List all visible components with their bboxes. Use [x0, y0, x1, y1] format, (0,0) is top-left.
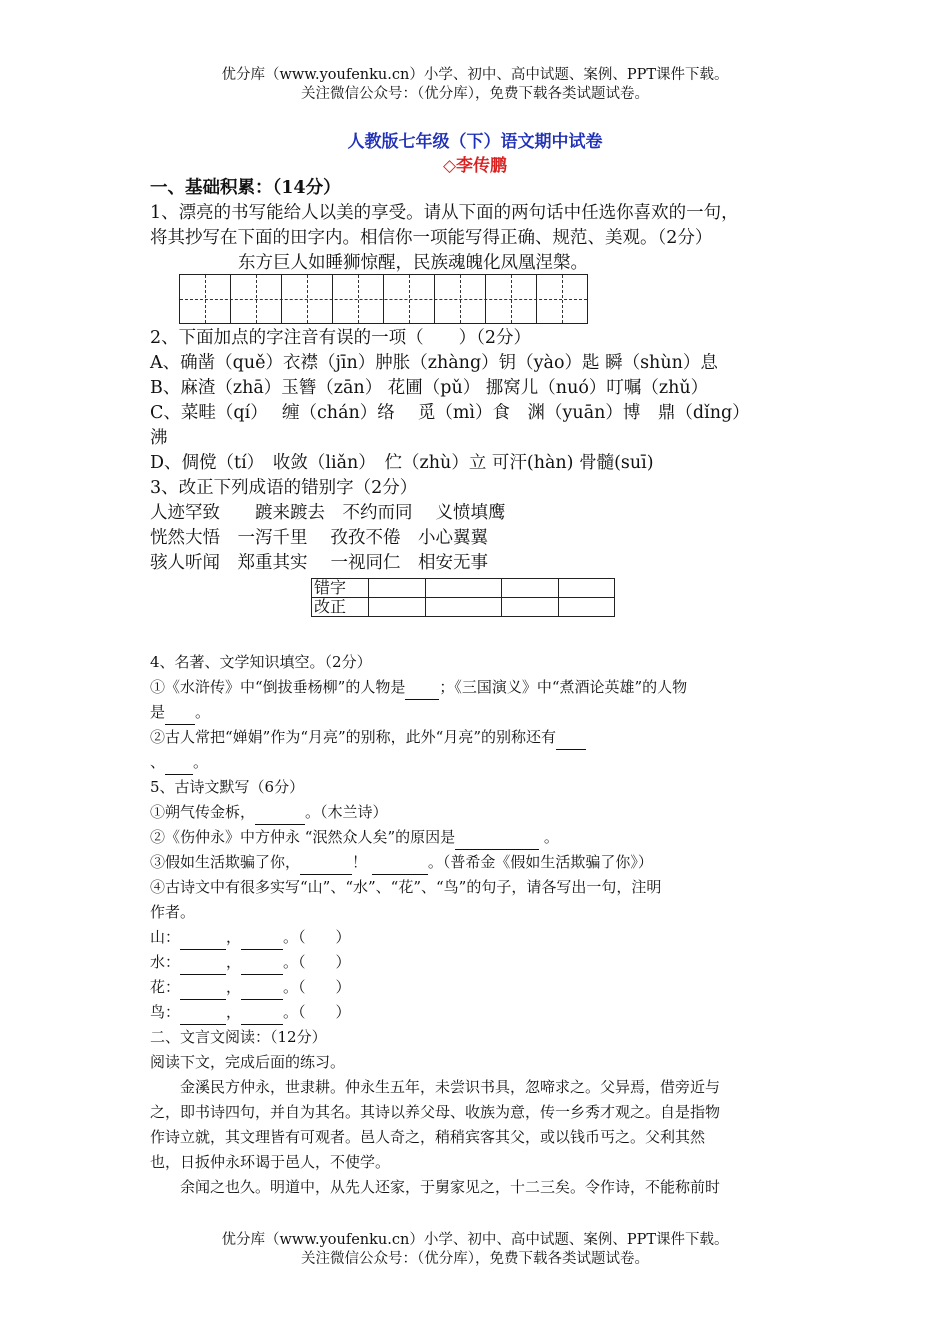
- q5-item-2: [150, 825, 559, 850]
- q4-item-2: [150, 725, 586, 750]
- answer-cell[interactable]: [426, 579, 502, 598]
- grid-cell: [537, 275, 588, 323]
- fill-label: 水：: [150, 953, 181, 971]
- fill-row-water: [150, 950, 351, 975]
- q4-1-text: ①《水浒传》中“倒拔垂杨柳”的人物是: [150, 678, 406, 696]
- table-label: 错字: [312, 579, 369, 598]
- answer-blank[interactable]: [300, 850, 352, 875]
- answer-blank[interactable]: [165, 750, 193, 775]
- fill-label: 鸟：: [150, 1003, 181, 1021]
- q4-stem: 4、名著、文学知识填空。（2分）: [150, 653, 372, 671]
- grid-cell: [231, 275, 282, 323]
- q5-3-text: ③假如生活欺骗了你，: [150, 853, 301, 871]
- comma: ，: [226, 928, 242, 946]
- footer-line-1: 优分库（www.youfenku.cn）小学、初中、高中试题、案例、PPT课件下载。: [221, 1232, 729, 1248]
- q4-item-1-cont: [150, 700, 210, 725]
- answer-blank[interactable]: [241, 925, 283, 950]
- q4-1-text-3: 是: [150, 703, 166, 721]
- q4-1-text-2: ；《三国演义》中“煮酒论英雄”的人物: [439, 678, 688, 696]
- q5-item-3: [150, 850, 653, 875]
- q4-2-text: ②古人常把“婵娟”作为“月亮”的别称，此外“月亮”的别称还有: [150, 728, 557, 746]
- period: 。（ ）: [283, 953, 351, 971]
- comma: ，: [226, 1003, 242, 1021]
- grid-cell: [384, 275, 435, 323]
- grid-cell: [282, 275, 333, 323]
- answer-blank[interactable]: [241, 1000, 283, 1025]
- q5-item-4: ④古诗文中有很多实写“山”、“水”、“花”、“鸟”的句子，请各写出一句，注明: [150, 878, 662, 896]
- fill-label: 花：: [150, 978, 181, 996]
- table-row: [312, 579, 615, 598]
- answer-cell[interactable]: [502, 579, 559, 598]
- q1-line-1: 1、漂亮的书写能给人以美的享受。请从下面的两句话中任选你喜欢的一句，: [150, 203, 739, 223]
- passage-line: 之，即书诗四句，并自为其名。其诗以养父母、收族为意，传一乡秀才观之。自是指物: [150, 1103, 721, 1121]
- q5-item-4-cont: 作者。: [150, 903, 196, 921]
- q5-1-text-2: 。（木兰诗）: [305, 803, 388, 821]
- answer-cell[interactable]: [559, 579, 615, 598]
- answer-blank[interactable]: [405, 675, 439, 700]
- q5-3-text-3: 。（普希金《假如生活欺骗了你》）: [427, 853, 653, 871]
- fill-row-mountain: [150, 925, 351, 950]
- page-title: 人教版七年级（下）语文期中试卷: [347, 132, 603, 152]
- table-label: 改正: [312, 598, 369, 617]
- period: 。（ ）: [283, 978, 351, 996]
- q2-option-d: D、倜傥（tí） 收敛（liǎn） 伫（zhù）立 可汗(hàn) 骨髓(suī): [150, 453, 654, 473]
- answer-blank[interactable]: [180, 1000, 226, 1025]
- fill-row-bird: [150, 1000, 351, 1025]
- section2-intro: 阅读下文，完成后面的练习。: [150, 1053, 346, 1071]
- q4-2-text-2: 、: [150, 753, 166, 771]
- q5-1-text: ①朔气传金柝，: [150, 803, 256, 821]
- answer-blank[interactable]: [165, 700, 195, 725]
- comma: ，: [226, 953, 242, 971]
- period: 。（ ）: [283, 928, 351, 946]
- table-row: [312, 598, 615, 617]
- fill-row-flower: [150, 975, 351, 1000]
- q2-option-b: B、麻渣（zhā）玉簪（zān） 花圃（pǔ） 挪窝儿（nuó）叮嘱（zhǔ）: [150, 378, 709, 398]
- q3-row-3: 骇人听闻 郑重其实 一视同仁 相安无事: [150, 553, 489, 573]
- correction-table: [311, 578, 615, 617]
- q2-option-a: A、确凿（quě）衣襟（jīn）肿胀（zhàng）钥（yào）匙 瞬（shùn）息: [150, 353, 718, 373]
- passage-line: 余闻之也久。明道中，从先人还家，于舅家见之，十二三矣。令作诗，不能称前时: [180, 1178, 721, 1196]
- q4-item-1: [150, 675, 687, 700]
- q5-3-text-2: ！: [352, 853, 368, 871]
- grid-cell: [180, 275, 231, 323]
- answer-blank[interactable]: [255, 800, 305, 825]
- q1-line-2: 将其抄写在下面的田字内。相信你一项能写得正确、规范、美观。（2分）: [150, 228, 713, 248]
- grid-cell: [333, 275, 384, 323]
- answer-cell[interactable]: [559, 598, 615, 617]
- answer-blank[interactable]: [241, 975, 283, 1000]
- answer-blank[interactable]: [180, 950, 226, 975]
- q3-stem: 3、改正下列成语的错别字（2分）: [150, 478, 418, 498]
- q5-2-text-2: 。: [543, 828, 559, 846]
- q5-stem: 5、古诗文默写（6分）: [150, 778, 305, 796]
- writing-grid[interactable]: [179, 274, 588, 324]
- q5-item-1: [150, 800, 388, 825]
- header-line-1: 优分库（www.youfenku.cn）小学、初中、高中试题、案例、PPT课件下载。: [221, 67, 729, 83]
- answer-cell[interactable]: [426, 598, 502, 617]
- q4-item-2-cont: [150, 750, 208, 775]
- q3-row-1: 人迹罕致 踱来踱去 不约而同 义愤填鹰: [150, 503, 506, 523]
- answer-cell[interactable]: [502, 598, 559, 617]
- header-line-2: 关注微信公众号：（优分库），免费下载各类试题试卷。: [301, 86, 649, 102]
- grid-cell: [435, 275, 486, 323]
- answer-blank[interactable]: [556, 725, 586, 750]
- fill-label: 山：: [150, 928, 181, 946]
- section2-heading: 二、文言文阅读：（12分）: [150, 1028, 327, 1046]
- author: ◇李传鹏: [442, 156, 508, 176]
- passage-line: 金溪民方仲永，世隶耕。仲永生五年，未尝识书具，忽啼求之。父异焉，借旁近与: [180, 1078, 721, 1096]
- q3-row-2: 恍然大悟 一泻千里 孜孜不倦 小心翼翼: [150, 528, 489, 548]
- answer-blank[interactable]: [455, 825, 539, 850]
- period: 。（ ）: [283, 1003, 351, 1021]
- q2-stem: 2、下面加点的字注音有误的一项（ ）（2分）: [150, 328, 532, 348]
- q5-2-text: ②《伤仲永》中方仲永 “泯然众人矣”的原因是: [150, 828, 456, 846]
- grid-cell: [486, 275, 537, 323]
- answer-blank[interactable]: [372, 850, 428, 875]
- comma: ，: [226, 978, 242, 996]
- section1-heading: 一、基础积累：（14分）: [150, 178, 341, 198]
- q2-option-c-cont: 沸: [150, 428, 168, 448]
- q4-1-text-4: 。: [195, 703, 211, 721]
- answer-cell[interactable]: [369, 579, 426, 598]
- answer-cell[interactable]: [369, 598, 426, 617]
- q2-option-c: C、菜畦（qí） 缠（chán）络 觅（mì）食 渊（yuān）博 鼎（dǐng）: [150, 403, 750, 423]
- passage-line: 作诗立就，其文理皆有可观者。邑人奇之，稍稍宾客其父，或以钱币丐之。父利其然: [150, 1128, 706, 1146]
- q1-sentence: 东方巨人如睡狮惊醒，民族魂魄化凤凰涅槃。: [238, 253, 588, 273]
- answer-blank[interactable]: [241, 950, 283, 975]
- passage-line: 也，日扳仲永环谒于邑人，不使学。: [150, 1153, 391, 1171]
- answer-blank[interactable]: [180, 925, 226, 950]
- q4-2-text-3: 。: [193, 753, 209, 771]
- footer-line-2: 关注微信公众号：（优分库），免费下载各类试题试卷。: [301, 1251, 649, 1267]
- answer-blank[interactable]: [180, 975, 226, 1000]
